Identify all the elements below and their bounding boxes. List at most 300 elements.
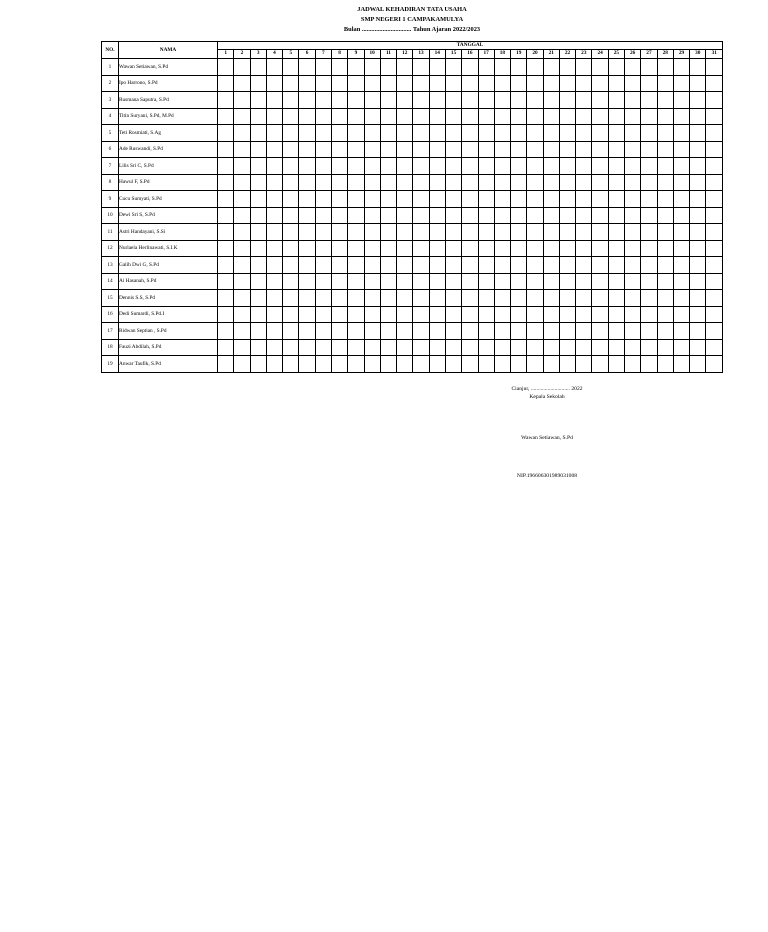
day-header-cell: 22 <box>559 49 575 58</box>
attendance-cell <box>218 323 234 340</box>
attendance-cell <box>478 158 494 175</box>
attendance-cell <box>625 257 641 274</box>
table-row <box>102 356 723 373</box>
attendance-cell <box>527 125 543 142</box>
attendance-cell <box>364 92 380 109</box>
attendance-cell <box>511 224 527 241</box>
attendance-cell <box>380 174 396 191</box>
attendance-cell <box>511 141 527 158</box>
table-row <box>102 108 723 125</box>
attendance-cell <box>511 323 527 340</box>
attendance-cell <box>218 306 234 323</box>
row-number: 5 <box>102 125 119 142</box>
table-body <box>102 59 723 373</box>
attendance-cell <box>445 290 461 307</box>
attendance-cell <box>608 306 624 323</box>
attendance-cell <box>348 224 364 241</box>
attendance-cell <box>331 339 347 356</box>
attendance-cell <box>266 273 282 290</box>
attendance-cell <box>690 273 706 290</box>
attendance-cell <box>641 224 657 241</box>
attendance-cell <box>397 141 413 158</box>
period-line: Bulan ............................... Tahun Ajaran 2022/2023 <box>343 26 481 33</box>
attendance-cell <box>576 339 592 356</box>
attendance-cell <box>478 290 494 307</box>
attendance-cell <box>543 339 559 356</box>
row-number: 7 <box>102 158 119 175</box>
attendance-cell <box>478 240 494 257</box>
attendance-cell <box>413 323 429 340</box>
attendance-cell <box>641 92 657 109</box>
attendance-cell <box>625 108 641 125</box>
attendance-cell <box>592 290 608 307</box>
attendance-cell <box>592 257 608 274</box>
attendance-cell <box>331 306 347 323</box>
attendance-cell <box>234 339 250 356</box>
attendance-cell <box>543 323 559 340</box>
attendance-cell <box>673 158 689 175</box>
attendance-cell <box>250 224 266 241</box>
attendance-cell <box>283 273 299 290</box>
attendance-cell <box>690 356 706 373</box>
attendance-cell <box>380 59 396 76</box>
attendance-cell <box>283 75 299 92</box>
attendance-cell <box>657 290 673 307</box>
attendance-cell <box>527 323 543 340</box>
attendance-cell <box>331 75 347 92</box>
attendance-cell <box>429 158 445 175</box>
day-header-cell: 5 <box>283 49 299 58</box>
attendance-cell <box>283 356 299 373</box>
attendance-cell <box>250 125 266 142</box>
attendance-cell <box>364 191 380 208</box>
day-header-cell: 12 <box>397 49 413 58</box>
attendance-cell <box>364 356 380 373</box>
table-row <box>102 141 723 158</box>
attendance-cell <box>234 125 250 142</box>
attendance-cell <box>250 158 266 175</box>
attendance-cell <box>364 224 380 241</box>
attendance-cell <box>559 257 575 274</box>
day-header-cell: 1 <box>218 49 234 58</box>
attendance-cell <box>543 240 559 257</box>
attendance-cell <box>331 141 347 158</box>
staff-name: Teti Rosmiati, S.Ag <box>119 125 218 142</box>
attendance-cell <box>641 323 657 340</box>
staff-name: Cucu Sumyati, S.Pd <box>119 191 218 208</box>
attendance-cell <box>413 75 429 92</box>
attendance-cell <box>364 59 380 76</box>
attendance-cell <box>348 92 364 109</box>
attendance-cell <box>511 158 527 175</box>
attendance-cell <box>218 290 234 307</box>
attendance-cell <box>608 108 624 125</box>
attendance-cell <box>706 108 723 125</box>
attendance-cell <box>299 174 315 191</box>
attendance-cell <box>348 141 364 158</box>
attendance-cell <box>559 323 575 340</box>
document-title: JADWAL KEHADIRAN TATA USAHA <box>357 6 467 13</box>
attendance-cell <box>690 207 706 224</box>
attendance-cell <box>706 59 723 76</box>
attendance-cell <box>494 306 510 323</box>
staff-name: Titin Suryani, S.Pd, M.Pd <box>119 108 218 125</box>
attendance-cell <box>299 356 315 373</box>
attendance-cell <box>625 75 641 92</box>
document-header <box>0 5 768 35</box>
attendance-cell <box>478 108 494 125</box>
attendance-cell <box>608 174 624 191</box>
attendance-cell <box>511 59 527 76</box>
attendance-cell <box>266 92 282 109</box>
attendance-cell <box>364 158 380 175</box>
attendance-cell <box>706 356 723 373</box>
attendance-cell <box>673 92 689 109</box>
attendance-cell <box>494 224 510 241</box>
attendance-cell <box>364 306 380 323</box>
attendance-cell <box>462 339 478 356</box>
attendance-cell <box>527 224 543 241</box>
attendance-cell <box>608 141 624 158</box>
attendance-cell <box>673 306 689 323</box>
table-row <box>102 174 723 191</box>
attendance-cell <box>331 158 347 175</box>
attendance-cell <box>234 158 250 175</box>
attendance-cell <box>576 240 592 257</box>
attendance-cell <box>494 125 510 142</box>
attendance-cell <box>462 108 478 125</box>
attendance-cell <box>429 75 445 92</box>
attendance-cell <box>299 191 315 208</box>
attendance-cell <box>690 224 706 241</box>
attendance-cell <box>641 59 657 76</box>
attendance-cell <box>625 323 641 340</box>
attendance-cell <box>494 273 510 290</box>
attendance-cell <box>478 323 494 340</box>
day-header-cell: 9 <box>348 49 364 58</box>
attendance-cell <box>559 125 575 142</box>
staff-name: Wawan Setiawan, S.Pd <box>119 59 218 76</box>
attendance-cell <box>494 207 510 224</box>
attendance-cell <box>511 257 527 274</box>
attendance-cell <box>559 59 575 76</box>
attendance-cell <box>348 356 364 373</box>
attendance-cell <box>283 108 299 125</box>
attendance-cell <box>527 59 543 76</box>
attendance-cell <box>315 323 331 340</box>
attendance-cell <box>592 224 608 241</box>
attendance-cell <box>462 92 478 109</box>
attendance-cell <box>348 75 364 92</box>
attendance-cell <box>250 191 266 208</box>
attendance-cell <box>218 191 234 208</box>
attendance-table <box>101 41 723 373</box>
attendance-cell <box>543 174 559 191</box>
row-number: 15 <box>102 290 119 307</box>
attendance-cell <box>397 306 413 323</box>
attendance-cell <box>429 108 445 125</box>
attendance-cell <box>559 224 575 241</box>
attendance-cell <box>625 273 641 290</box>
attendance-cell <box>641 273 657 290</box>
attendance-cell <box>543 224 559 241</box>
attendance-cell <box>283 207 299 224</box>
attendance-cell <box>559 290 575 307</box>
attendance-cell <box>592 108 608 125</box>
attendance-cell <box>299 125 315 142</box>
attendance-cell <box>592 125 608 142</box>
attendance-cell <box>283 290 299 307</box>
attendance-cell <box>234 174 250 191</box>
attendance-cell <box>576 141 592 158</box>
attendance-cell <box>331 257 347 274</box>
attendance-cell <box>706 191 723 208</box>
attendance-cell <box>641 141 657 158</box>
attendance-cell <box>641 240 657 257</box>
attendance-cell <box>234 306 250 323</box>
attendance-cell <box>690 158 706 175</box>
attendance-cell <box>364 125 380 142</box>
attendance-cell <box>234 290 250 307</box>
attendance-cell <box>364 75 380 92</box>
attendance-cell <box>315 191 331 208</box>
attendance-cell <box>592 92 608 109</box>
attendance-cell <box>592 207 608 224</box>
attendance-cell <box>364 290 380 307</box>
attendance-cell <box>706 273 723 290</box>
attendance-cell <box>266 257 282 274</box>
attendance-cell <box>266 125 282 142</box>
attendance-cell <box>299 323 315 340</box>
attendance-cell <box>250 240 266 257</box>
attendance-cell <box>673 290 689 307</box>
attendance-cell <box>250 92 266 109</box>
attendance-cell <box>315 257 331 274</box>
attendance-cell <box>706 339 723 356</box>
attendance-cell <box>478 191 494 208</box>
attendance-cell <box>608 257 624 274</box>
attendance-cell <box>608 339 624 356</box>
attendance-cell <box>608 92 624 109</box>
attendance-cell <box>445 257 461 274</box>
attendance-cell <box>445 158 461 175</box>
attendance-cell <box>641 75 657 92</box>
attendance-cell <box>625 240 641 257</box>
table-row <box>102 125 723 142</box>
row-number: 9 <box>102 191 119 208</box>
attendance-cell <box>283 92 299 109</box>
table-row <box>102 290 723 307</box>
attendance-cell <box>543 356 559 373</box>
attendance-cell <box>413 290 429 307</box>
signature-nip: NIP.196606301989031008 <box>516 473 578 479</box>
attendance-cell <box>429 174 445 191</box>
day-header-cell: 21 <box>543 49 559 58</box>
column-header-nama: NAMA <box>119 42 218 59</box>
attendance-cell <box>527 273 543 290</box>
attendance-cell <box>266 356 282 373</box>
attendance-cell <box>478 59 494 76</box>
attendance-cell <box>380 240 396 257</box>
attendance-cell <box>445 207 461 224</box>
row-number: 17 <box>102 323 119 340</box>
attendance-cell <box>234 191 250 208</box>
staff-name: Nurlaela Herlinawati, S.I.K <box>119 240 218 257</box>
attendance-cell <box>266 141 282 158</box>
attendance-cell <box>234 323 250 340</box>
attendance-cell <box>266 240 282 257</box>
table-row <box>102 59 723 76</box>
attendance-cell <box>397 108 413 125</box>
attendance-cell <box>218 92 234 109</box>
attendance-cell <box>576 108 592 125</box>
attendance-cell <box>462 174 478 191</box>
attendance-cell <box>397 92 413 109</box>
attendance-cell <box>527 306 543 323</box>
attendance-cell <box>299 75 315 92</box>
attendance-cell <box>413 141 429 158</box>
attendance-cell <box>608 75 624 92</box>
table-row <box>102 257 723 274</box>
attendance-cell <box>413 108 429 125</box>
attendance-cell <box>527 191 543 208</box>
attendance-cell <box>250 273 266 290</box>
attendance-cell <box>527 141 543 158</box>
attendance-cell <box>413 356 429 373</box>
attendance-cell <box>445 174 461 191</box>
attendance-cell <box>576 273 592 290</box>
attendance-cell <box>527 240 543 257</box>
attendance-cell <box>250 323 266 340</box>
row-number: 14 <box>102 273 119 290</box>
attendance-cell <box>380 207 396 224</box>
attendance-cell <box>462 240 478 257</box>
attendance-cell <box>315 174 331 191</box>
table-row <box>102 323 723 340</box>
attendance-cell <box>234 240 250 257</box>
attendance-cell <box>380 125 396 142</box>
attendance-cell <box>559 75 575 92</box>
table-row <box>102 306 723 323</box>
attendance-cell <box>478 141 494 158</box>
attendance-cell <box>445 125 461 142</box>
attendance-cell <box>478 356 494 373</box>
attendance-cell <box>218 141 234 158</box>
staff-name: Fauzi Abdilah, S.Pd <box>119 339 218 356</box>
attendance-cell <box>380 92 396 109</box>
row-number: 3 <box>102 92 119 109</box>
table-row <box>102 92 723 109</box>
attendance-cell <box>348 207 364 224</box>
attendance-cell <box>706 306 723 323</box>
attendance-cell <box>706 290 723 307</box>
attendance-cell <box>315 92 331 109</box>
attendance-cell <box>348 257 364 274</box>
attendance-cell <box>218 339 234 356</box>
attendance-cell <box>315 356 331 373</box>
attendance-cell <box>494 75 510 92</box>
attendance-cell <box>348 191 364 208</box>
attendance-cell <box>266 323 282 340</box>
attendance-cell <box>445 75 461 92</box>
attendance-cell <box>625 339 641 356</box>
day-header-cell: 4 <box>266 49 282 58</box>
attendance-cell <box>462 273 478 290</box>
attendance-cell <box>413 92 429 109</box>
attendance-cell <box>283 306 299 323</box>
attendance-cell <box>250 59 266 76</box>
attendance-cell <box>315 224 331 241</box>
attendance-cell <box>462 323 478 340</box>
attendance-cell <box>559 158 575 175</box>
attendance-cell <box>283 158 299 175</box>
attendance-cell <box>250 75 266 92</box>
attendance-cell <box>559 191 575 208</box>
day-header-cell: 28 <box>657 49 673 58</box>
attendance-cell <box>543 75 559 92</box>
attendance-cell <box>462 306 478 323</box>
attendance-cell <box>445 306 461 323</box>
attendance-cell <box>283 59 299 76</box>
day-header-cell: 8 <box>331 49 347 58</box>
attendance-cell <box>266 339 282 356</box>
attendance-cell <box>706 257 723 274</box>
attendance-cell <box>706 224 723 241</box>
attendance-cell <box>478 224 494 241</box>
attendance-cell <box>250 207 266 224</box>
attendance-cell <box>299 339 315 356</box>
attendance-cell <box>283 257 299 274</box>
staff-name: Dennis S.S, S.Pd <box>119 290 218 307</box>
attendance-cell <box>397 240 413 257</box>
attendance-cell <box>706 207 723 224</box>
attendance-cell <box>234 224 250 241</box>
attendance-cell <box>299 290 315 307</box>
attendance-cell <box>299 59 315 76</box>
attendance-cell <box>576 174 592 191</box>
attendance-cell <box>445 108 461 125</box>
attendance-cell <box>673 191 689 208</box>
attendance-cell <box>445 59 461 76</box>
attendance-cell <box>690 323 706 340</box>
attendance-cell <box>462 257 478 274</box>
attendance-cell <box>315 290 331 307</box>
attendance-cell <box>559 92 575 109</box>
attendance-cell <box>266 75 282 92</box>
attendance-cell <box>576 306 592 323</box>
attendance-cell <box>494 158 510 175</box>
attendance-cell <box>315 306 331 323</box>
attendance-cell <box>511 339 527 356</box>
row-number: 10 <box>102 207 119 224</box>
attendance-cell <box>625 306 641 323</box>
day-header-cell: 29 <box>673 49 689 58</box>
attendance-cell <box>592 323 608 340</box>
attendance-cell <box>299 306 315 323</box>
staff-name: Rusmana Saputra, S.Pd <box>119 92 218 109</box>
attendance-cell <box>266 158 282 175</box>
attendance-cell <box>592 158 608 175</box>
attendance-cell <box>657 174 673 191</box>
attendance-cell <box>478 75 494 92</box>
day-header-cell: 30 <box>690 49 706 58</box>
signature-role: Kepala Sekolah <box>529 394 565 400</box>
attendance-cell <box>462 224 478 241</box>
staff-name: Ridwan Septian , S.Pd <box>119 323 218 340</box>
attendance-cell <box>559 356 575 373</box>
day-header-cell: 18 <box>494 49 510 58</box>
attendance-cell <box>608 191 624 208</box>
